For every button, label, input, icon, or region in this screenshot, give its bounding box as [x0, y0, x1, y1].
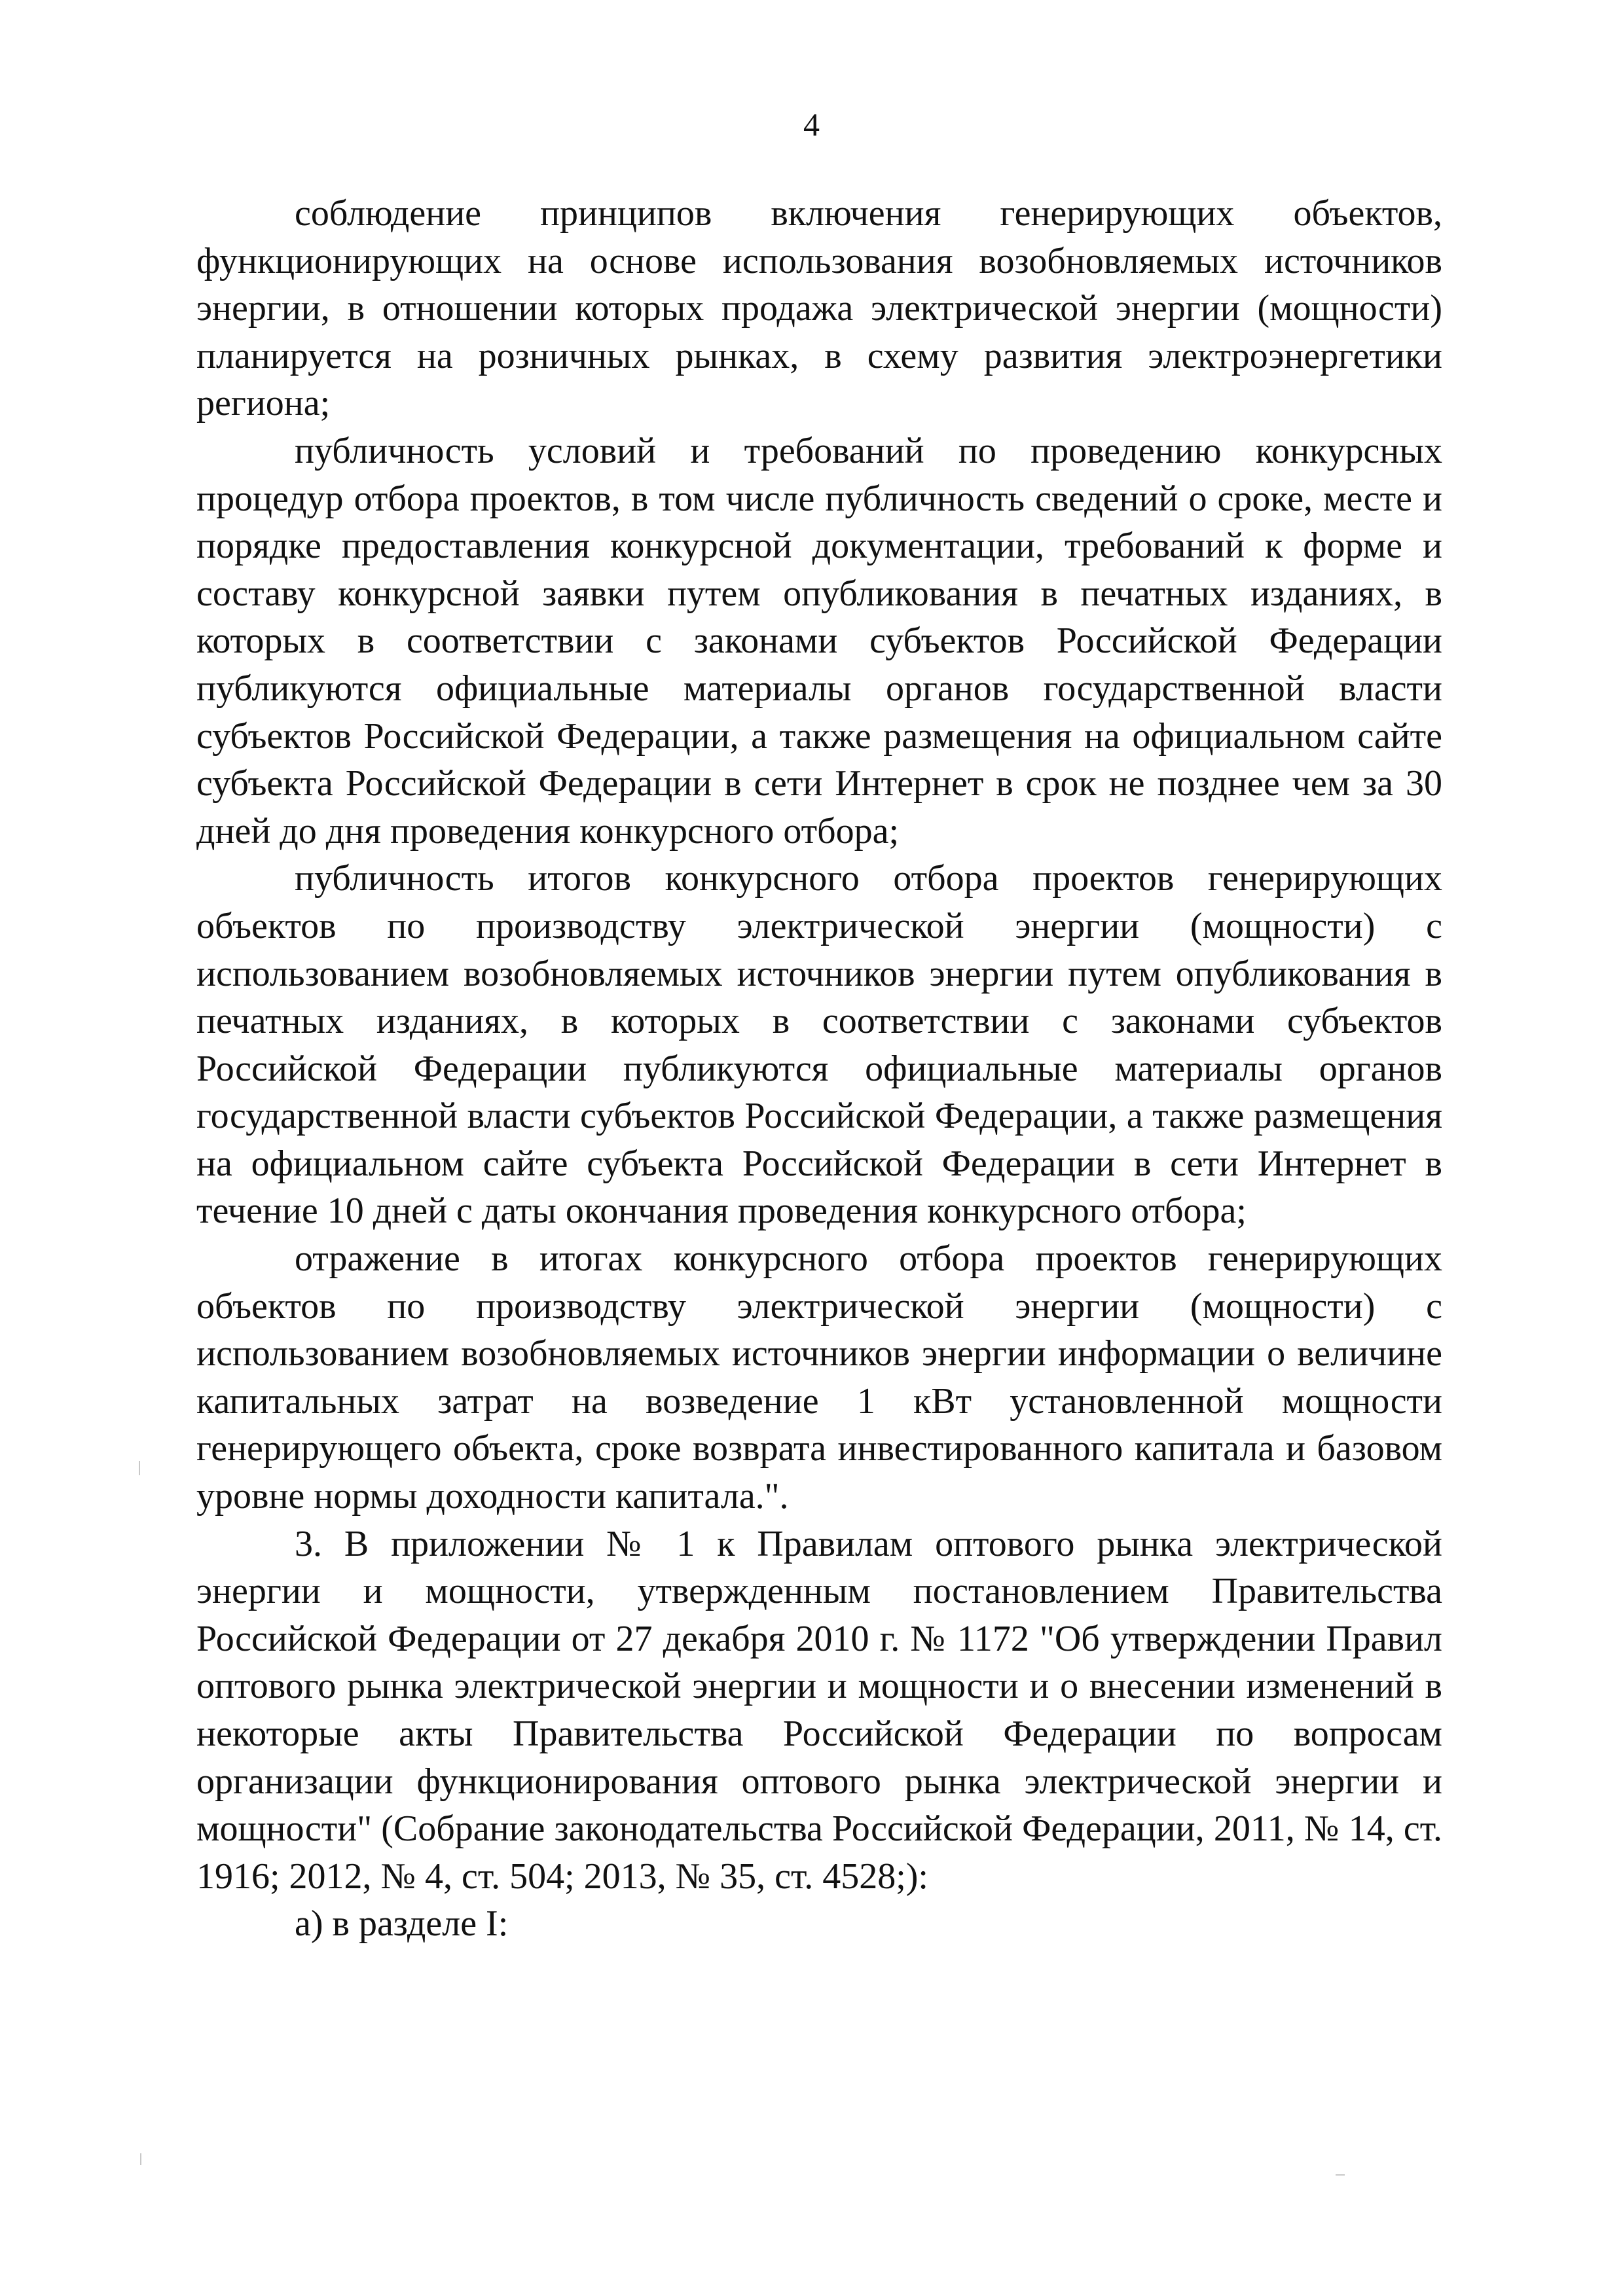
paragraph-principles-inclusion: соблюдение принципов включения генерирующих объектов, функционирующих на основе использования возобновляемых источников энергии, в отношении которых продажа электрической энергии (мощности) планируется на розничных рынках, в схему развития электроэнергетики региона; — [196, 193, 1442, 424]
paragraph-section-a: а) в разделе I: — [295, 1903, 509, 1945]
scan-margin-mark — [1336, 2174, 1345, 2176]
page-number: 4 — [803, 106, 820, 143]
paragraph-publicity-conditions: публичность условий и требований по проведению конкурсных процедур отбора проектов, в том числе публичность сведений о сроке, месте и порядке предоставления конкурсной документации, требований к форме и составу конкурсной заявки путем опубликования в печатных изданиях, в которых в соответствии с законами субъектов Российской Федерации публикуются официальные материалы органов государственной власти субъектов Российской Федерации, а также размещения на официальном сайте субъекта Российской Федерации в сети Интернет в срок не позднее чем за 30 дней до дня проведения конкурсного отбора; — [196, 430, 1442, 852]
paragraph-results-reflection: отражение в итогах конкурсного отбора проектов генерирующих объектов по производству электрической энергии (мощности) с использованием возобновляемых источников энергии информации о величине капитальных затрат на возведение 1 кВт установленной мощности генерирующего объекта, сроке возврата инвестированного капитала и базовом уровне нормы доходности капитала.". — [196, 1238, 1442, 1517]
paragraph-publicity-results: публичность итогов конкурсного отбора проектов генерирующих объектов по производству электрической энергии (мощности) с использованием возобновляемых источников энергии путем опубликования в печатных изданиях, в которых в соответствии с законами субъектов Российской Федерации публикуются официальные материалы органов государственной власти субъектов Российской Федерации, а также размещения на официальном сайте субъекта Российской Федерации в сети Интернет в течение 10 дней с даты окончания проведения конкурсного отбора; — [196, 858, 1442, 1232]
paragraph-amendment-3: 3. В приложении № 1 к Правилам оптового рынка электрической энергии и мощности, утвержденным постановлением Правительства Российской Федерации от 27 декабря 2010 г. № 1172 "Об утверждении Правил оптового рынка электрической энергии и мощности и о внесении изменений в некоторые акты Правительства Российской Федерации по вопросам организации функционирования оптового рынка электрической энергии и мощности" (Собрание законодательства Российской Федерации, 2011, № 14, ст. 1916; 2012, № 4, ст. 504; 2013, № 35, ст. 4528;): — [196, 1523, 1442, 1897]
document-body — [196, 190, 1442, 1948]
scan-margin-mark — [139, 1461, 140, 1475]
scan-margin-mark — [140, 2153, 141, 2165]
